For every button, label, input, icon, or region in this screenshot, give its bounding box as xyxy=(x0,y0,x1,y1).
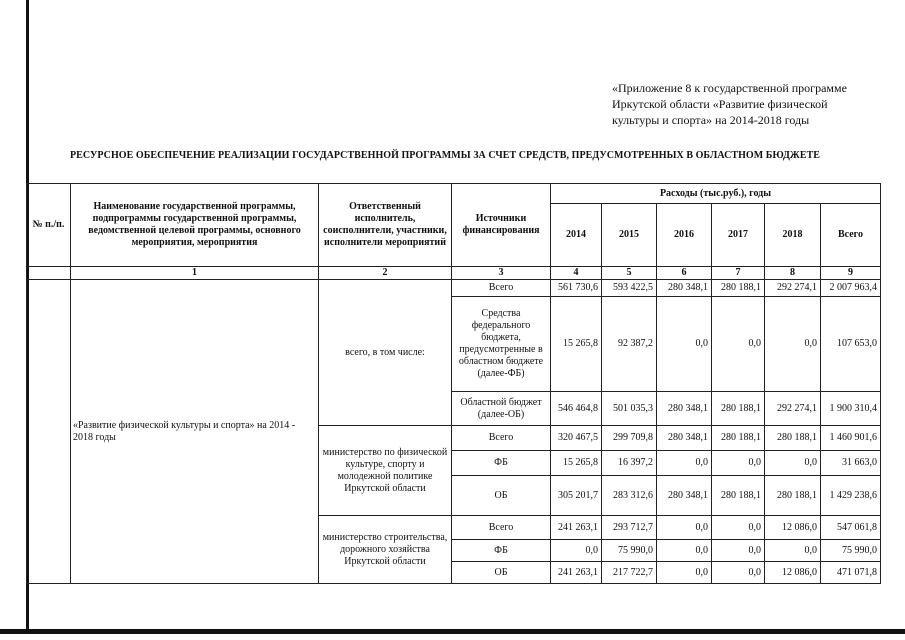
value-cell: 1 429 238,6 xyxy=(821,476,881,516)
header-year: 2015 xyxy=(602,204,657,267)
value-cell: 15 265,8 xyxy=(551,451,602,476)
header-total: Всего xyxy=(821,204,881,267)
value-cell: 15 265,8 xyxy=(551,297,602,392)
value-cell: 12 086,0 xyxy=(765,562,821,584)
column-number: 5 xyxy=(602,267,657,280)
header-name: Наименование государственной программы, подпрограммы государственной программы, ведомственной целевой программы, основного мероприятия, мероприятия xyxy=(71,184,319,267)
value-cell: 1 900 310,4 xyxy=(821,392,881,426)
column-number: 4 xyxy=(551,267,602,280)
header-year: 2018 xyxy=(765,204,821,267)
column-number: 2 xyxy=(319,267,452,280)
value-cell: 0,0 xyxy=(765,451,821,476)
row-number-cell xyxy=(27,280,71,584)
column-number: 6 xyxy=(657,267,712,280)
source-cell: Средства федерального бюджета, предусмотренные в областном бюджете (далее-ФБ) xyxy=(452,297,551,392)
value-cell: 280 348,1 xyxy=(657,426,712,451)
header-year: 2014 xyxy=(551,204,602,267)
source-cell: ФБ xyxy=(452,451,551,476)
column-number: 8 xyxy=(765,267,821,280)
group-ministry-build: министерство строительства, дорожного хозяйства Иркутской области xyxy=(319,516,452,584)
header-year: 2016 xyxy=(657,204,712,267)
appendix-line-2: Иркутской области «Развитие физической xyxy=(612,97,828,111)
value-cell: 75 990,0 xyxy=(602,540,657,562)
value-cell: 280 348,1 xyxy=(657,476,712,516)
column-number: 7 xyxy=(712,267,765,280)
value-cell: 0,0 xyxy=(657,451,712,476)
column-number: 3 xyxy=(452,267,551,280)
value-cell: 0,0 xyxy=(712,297,765,392)
value-cell: 292 274,1 xyxy=(765,280,821,297)
header-year: 2017 xyxy=(712,204,765,267)
program-name: «Развитие физической культуры и спорта» на 2014 - 2018 годы xyxy=(71,280,319,584)
value-cell: 280 348,1 xyxy=(657,392,712,426)
value-cell: 280 188,1 xyxy=(765,426,821,451)
value-cell: 0,0 xyxy=(712,451,765,476)
value-cell: 280 188,1 xyxy=(712,280,765,297)
source-cell: ОБ xyxy=(452,562,551,584)
value-cell: 547 061,8 xyxy=(821,516,881,540)
appendix-line-3: культуры и спорта» на 2014-2018 годы xyxy=(612,113,810,127)
appendix-note xyxy=(612,80,892,128)
value-cell: 12 086,0 xyxy=(765,516,821,540)
value-cell: 0,0 xyxy=(657,562,712,584)
value-cell: 280 348,1 xyxy=(657,280,712,297)
value-cell: 0,0 xyxy=(765,297,821,392)
value-cell: 241 263,1 xyxy=(551,516,602,540)
value-cell: 0,0 xyxy=(657,297,712,392)
header-num: № п./п. xyxy=(27,184,71,267)
value-cell: 2 007 963,4 xyxy=(821,280,881,297)
value-cell: 217 722,7 xyxy=(602,562,657,584)
value-cell: 0,0 xyxy=(551,540,602,562)
scan-bottom-border xyxy=(0,629,905,634)
value-cell: 299 709,8 xyxy=(602,426,657,451)
value-cell: 0,0 xyxy=(712,540,765,562)
value-cell: 280 188,1 xyxy=(765,476,821,516)
value-cell: 107 653,0 xyxy=(821,297,881,392)
source-cell: ОБ xyxy=(452,476,551,516)
column-number: 1 xyxy=(71,267,319,280)
value-cell: 305 201,7 xyxy=(551,476,602,516)
value-cell: 283 312,6 xyxy=(602,476,657,516)
value-cell: 292 274,1 xyxy=(765,392,821,426)
source-cell: Всего xyxy=(452,426,551,451)
header-expenses: Расходы (тыс.руб.), годы xyxy=(551,184,881,204)
value-cell: 75 990,0 xyxy=(821,540,881,562)
value-cell: 546 464,8 xyxy=(551,392,602,426)
value-cell: 280 188,1 xyxy=(712,392,765,426)
value-cell: 320 467,5 xyxy=(551,426,602,451)
value-cell: 593 422,5 xyxy=(602,280,657,297)
value-cell: 92 387,2 xyxy=(602,297,657,392)
group-total: всего, в том числе: xyxy=(319,280,452,426)
source-cell: Областной бюджет (далее-ОБ) xyxy=(452,392,551,426)
header-responsible: Ответственный исполнитель, соисполнители, участники, исполнители мероприятий xyxy=(319,184,452,267)
value-cell: 16 397,2 xyxy=(602,451,657,476)
value-cell: 0,0 xyxy=(657,516,712,540)
value-cell: 0,0 xyxy=(712,562,765,584)
header-source: Источники финансирования xyxy=(452,184,551,267)
source-cell: Всего xyxy=(452,280,551,297)
value-cell: 280 188,1 xyxy=(712,426,765,451)
value-cell: 241 263,1 xyxy=(551,562,602,584)
document-title: РЕСУРСНОЕ ОБЕСПЕЧЕНИЕ РЕАЛИЗАЦИИ ГОСУДАРСТВЕННОЙ ПРОГРАММЫ ЗА СЧЕТ СРЕДСТВ, ПРЕДУСМОТРЕННЫХ В ОБЛАСТНОМ БЮДЖЕТЕ xyxy=(70,150,821,161)
value-cell: 0,0 xyxy=(657,540,712,562)
value-cell: 0,0 xyxy=(765,540,821,562)
source-cell: Всего xyxy=(452,516,551,540)
source-cell: ФБ xyxy=(452,540,551,562)
value-cell: 280 188,1 xyxy=(712,476,765,516)
value-cell: 31 663,0 xyxy=(821,451,881,476)
appendix-line-1: «Приложение 8 к государственной программе xyxy=(612,81,847,95)
value-cell: 561 730,6 xyxy=(551,280,602,297)
value-cell: 293 712,7 xyxy=(602,516,657,540)
group-ministry-sport: министерство по физической культуре, спорту и молодежной политике Иркутской области xyxy=(319,426,452,516)
resource-table xyxy=(26,183,881,584)
value-cell: 1 460 901,6 xyxy=(821,426,881,451)
value-cell: 501 035,3 xyxy=(602,392,657,426)
column-number: 9 xyxy=(821,267,881,280)
value-cell: 471 071,8 xyxy=(821,562,881,584)
value-cell: 0,0 xyxy=(712,516,765,540)
column-number xyxy=(27,267,71,280)
